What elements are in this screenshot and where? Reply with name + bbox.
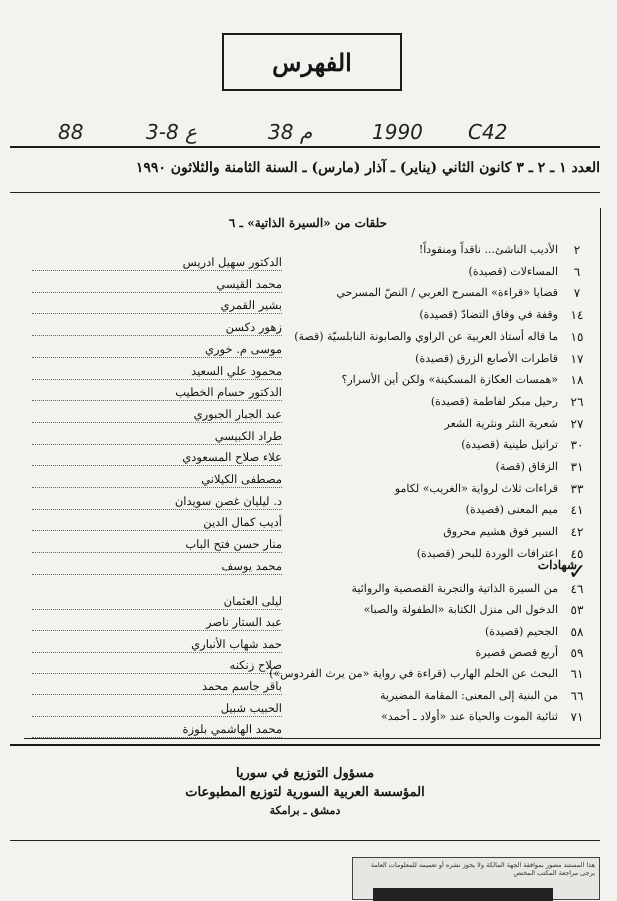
entry-author: طراد الكبيسي <box>32 429 282 445</box>
page-number: ٣٣ <box>570 481 584 496</box>
entry-title: ميم المعنى (قصيدة) <box>465 503 558 517</box>
entry-title: من السيرة الذاتية والتجربة القصصية والروائية <box>351 582 558 595</box>
distribution-line: دمشق ـ برامكة <box>269 804 341 817</box>
entry-title: البحث عن الحلم الهارب (قراءة في رواية «من يرث الفردوس») <box>269 667 558 681</box>
distribution-line: المؤسسة العربية السورية لتوزيع المطبوعات <box>185 785 425 800</box>
entry-title: الجحيم (قصيدة) <box>485 624 558 638</box>
entry-title: قضايا «قراءة» المسرح العربي / النصّ المسرحي <box>336 286 558 300</box>
handwritten-note: 88 <box>58 120 84 144</box>
entry-title: من البنية إلى المعنى: المقامة المضيرية <box>380 688 558 702</box>
check-mark: ✓ <box>568 560 587 585</box>
page-number: ٦ <box>573 264 581 279</box>
page-number: ٣١ <box>570 460 584 474</box>
handwritten-note: 38 م <box>268 120 313 144</box>
entry-author: عبد الستار ناصر <box>32 615 282 631</box>
page-number: ٦١ <box>570 667 584 682</box>
page-number: ٥٣ <box>570 603 584 618</box>
divider <box>10 146 600 148</box>
entry-title: وقفة في وفاق التضادّ (قصيدة) <box>419 308 558 322</box>
page-number: ٤٦ <box>570 582 584 596</box>
page-number: ٢ <box>573 243 581 257</box>
entry-title: الأديب الناشئ... ناقداً ومنقوداً! <box>418 243 558 256</box>
list-item <box>24 547 600 573</box>
entry-author: ليلى العثمان <box>32 594 282 610</box>
entry-author: منار حسن فتح الباب <box>32 537 282 553</box>
stamp-mark <box>373 888 553 901</box>
entry-author: محمود علي السعيد <box>32 364 282 380</box>
page-number: ٧ <box>573 286 581 301</box>
entry-title: رحيل مبكر لفاطمة (قصيدة) <box>430 394 558 408</box>
issue-line: العدد ١ ـ ٢ ـ ٣ كانون الثاني (يناير) ـ آذار (مارس) ـ السنة الثامنة والثلاثون ١٩٩٠ <box>135 160 600 176</box>
divider <box>10 192 600 193</box>
page-number: ٥٩ <box>570 645 584 660</box>
divider <box>10 840 600 841</box>
entry-title: قاطرات الأصابع الزرق (قصيدة) <box>415 351 558 365</box>
entry-author: حمد شهاب الأنباري <box>32 637 282 653</box>
section-intro: حلقات من «السيرة الذاتية» ـ ٦ <box>228 216 387 230</box>
page-number: ٢٧ <box>570 416 584 431</box>
entry-author: موسى م. خوري <box>32 342 282 358</box>
handwritten-note: C42 <box>468 120 508 144</box>
entry-title: الدخول الى منزل الكتابة «الطفولة والصبا» <box>363 603 558 617</box>
section-testimonies: شهادات <box>537 558 577 572</box>
page-number: ٧١ <box>570 709 584 724</box>
page-number: ٤٥ <box>570 546 584 561</box>
entry-title: تراتيل طينية (قصيدة) <box>461 438 558 452</box>
entry-title: المساءلات (قصيدة) <box>468 264 558 278</box>
distribution-block <box>10 746 600 838</box>
page-number: ١٥ <box>570 329 584 344</box>
entry-author: أديب كمال الدين <box>32 515 282 531</box>
distribution-line: مسؤول التوزيع في سوريا <box>235 766 375 781</box>
page-number: ٤٢ <box>570 525 584 540</box>
page-number: ١٨ <box>570 373 584 388</box>
page-title: الفهرس <box>272 47 352 77</box>
page-number: ٢٦ <box>570 394 584 409</box>
entry-title: أربع قصص قصيرة <box>475 645 558 659</box>
entry-title: السير فوق هشيم محروق <box>443 525 558 539</box>
entry-title: ما قاله أستاذ العربية عن الراوي والصابونة النابلسيّة (قصة) <box>294 329 558 343</box>
entry-author: علاء صلاح المسعودي <box>32 450 282 466</box>
entry-author: بشير القمري <box>32 298 282 314</box>
page-number: ٣٠ <box>570 438 584 453</box>
entry-author: الدكتور سهيل ادريس <box>32 255 282 271</box>
stamp-text: هذا المستند مصور بموافقة الجهة المالكة ولا يجوز نشره أو تعميمه للمعلومات العامة يرجى مراجعة المكتب المختص <box>370 861 595 877</box>
page-number: ١٤ <box>570 308 584 323</box>
page-number: ٥٨ <box>570 624 584 639</box>
entry-title: ثنائية الموت والحياة عند «أولاد ـ أحمد» <box>381 709 558 723</box>
entry-author: محمد القيسي <box>32 277 282 293</box>
entry-title: «همسات العكازة المسكينة» ولكن أين الأسرار؟ <box>341 373 558 387</box>
title-box <box>222 33 402 91</box>
entry-author: مصطفى الكيلاني <box>32 472 282 488</box>
page-number: ٤١ <box>570 503 584 518</box>
page-number: ١٧ <box>570 351 584 366</box>
entry-title: الزقاق (قصة) <box>495 460 558 473</box>
entry-author: محمد يوسف <box>32 559 282 575</box>
entry-author: صلاح زنكنه <box>32 658 282 674</box>
entry-title: اعترافات الوردة للبحر (قصيدة) <box>416 546 558 560</box>
handwritten-note: 3-8 ع <box>146 120 197 144</box>
handwritten-note: 1990 <box>372 120 423 144</box>
page-number: ٦٦ <box>570 688 584 703</box>
entry-title: قراءات ثلاث لرواية «الغريب» لكامو <box>394 481 558 495</box>
entry-author: الدكتور حسام الخطيب <box>32 385 282 401</box>
entry-author: الحبيب شبيل <box>32 701 282 717</box>
entry-author: باقر جاسم محمد <box>32 679 282 695</box>
entry-author: محمد الهاشمي بلوزة <box>32 722 282 738</box>
list-item <box>24 710 600 736</box>
library-stamp <box>352 857 600 900</box>
entry-title: شعرية النثر ونثرية الشعر <box>444 416 558 430</box>
entry-author: زهور دكسن <box>32 320 282 336</box>
entry-author: د. ليليان غصن سويدان <box>32 494 282 510</box>
entry-author: عبد الجبار الجبوري <box>32 407 282 423</box>
